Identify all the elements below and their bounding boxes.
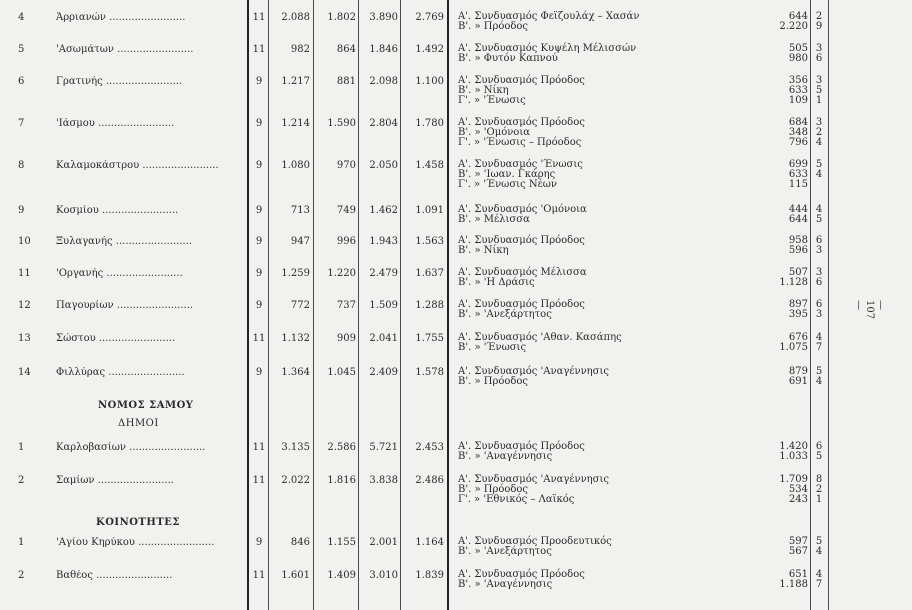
seats-count: 11	[252, 333, 266, 344]
seats-count: 9	[255, 537, 263, 548]
municipality-name: Σώστου ........................	[56, 333, 176, 344]
vote-count: 958	[788, 235, 808, 246]
column-rule	[313, 0, 314, 610]
party-name: Α'. Συνδυασμός 'Αναγέννησις	[458, 474, 609, 485]
party-list	[458, 118, 778, 148]
seats-won-count: 3	[815, 245, 823, 256]
voted-total: 1.288	[415, 300, 444, 311]
party-name: Β'. » Μέλισσα	[458, 214, 530, 225]
seats-won-count: 5	[815, 214, 823, 225]
registered-men: 1.214	[281, 118, 310, 129]
registered-men: 1.217	[281, 76, 310, 87]
seats-won-count: 6	[815, 53, 823, 64]
seats-won	[812, 570, 826, 590]
seats-won-count: 4	[815, 332, 823, 343]
registered-men: 3.135	[281, 442, 310, 453]
seats-won-count: 4	[815, 204, 823, 215]
party-list	[458, 44, 778, 64]
row-number: 4	[18, 12, 25, 23]
voted-total: 1.091	[415, 205, 444, 216]
seats-won-count: 1	[815, 95, 823, 106]
party-name: Β'. » 'Αναγέννησις	[458, 451, 553, 462]
party-votes	[760, 44, 808, 64]
vote-count: 644	[788, 214, 808, 225]
registered-women: 1.045	[327, 367, 356, 378]
row-number: 12	[18, 300, 31, 311]
seats-won-count	[812, 180, 826, 190]
seats-won-count: 4	[815, 137, 823, 148]
seats-won-count: 3	[815, 117, 823, 128]
row-number: 11	[18, 268, 31, 279]
vote-count: 699	[788, 159, 808, 170]
voted-total: 1.100	[415, 76, 444, 87]
party-name: Β'. » Νίκη	[458, 245, 509, 256]
registered-total: 3.890	[369, 12, 398, 23]
seats-won-count: 6	[815, 299, 823, 310]
seats-won-count: 3	[815, 43, 823, 54]
vote-count: 1.420	[779, 441, 808, 452]
registered-women: 1.802	[327, 12, 356, 23]
party-name: Α'. Συνδυασμός Πρόοδος	[458, 299, 585, 310]
municipality-name: Κοσμίου ........................	[56, 205, 179, 216]
voted-total: 1.578	[415, 367, 444, 378]
vote-count: 348	[788, 127, 808, 138]
party-list	[458, 12, 778, 32]
seats-won	[812, 537, 826, 557]
voted-total: 1.492	[415, 44, 444, 55]
seats-count: 9	[255, 367, 263, 378]
column-rule	[268, 0, 269, 610]
registered-women: 881	[336, 76, 356, 87]
seats-won-count: 4	[815, 546, 823, 557]
party-name: Α'. Συνδυασμός Πρόοδος	[458, 441, 585, 452]
registered-men: 1.601	[281, 570, 310, 581]
party-list	[458, 475, 778, 505]
municipality-name: Γρατινής ........................	[56, 76, 183, 87]
seats-won-count: 5	[815, 159, 823, 170]
vote-count: 109	[788, 95, 808, 106]
party-votes	[760, 76, 808, 106]
voted-total: 1.637	[415, 268, 444, 279]
vote-count: 115	[788, 179, 808, 190]
party-name: Β'. » 'Ένωσις	[458, 342, 527, 353]
municipality-name: Άρριανών ........................	[56, 12, 186, 23]
subsection-demoi: ΔΗΜΟΙ	[118, 418, 159, 429]
vote-count: 597	[788, 536, 808, 547]
seats-won-count: 4	[815, 169, 823, 180]
municipality-name: 'Οργανής ........................	[56, 268, 183, 279]
party-votes	[760, 12, 808, 32]
seats-won	[812, 76, 826, 106]
seats-won-count: 2	[815, 127, 823, 138]
vote-count: 356	[788, 75, 808, 86]
party-votes	[760, 118, 808, 148]
voted-total: 1.839	[415, 570, 444, 581]
registered-total: 2.479	[369, 268, 398, 279]
party-name: Γ'. » 'Ένωσις – Πρόοδος	[458, 137, 582, 148]
registered-total: 5.721	[369, 442, 398, 453]
column-rule	[828, 0, 829, 610]
party-name: Β'. » Νίκη	[458, 85, 509, 96]
municipality-name: Βαθέος ........................	[56, 570, 173, 581]
registered-total: 3.838	[369, 475, 398, 486]
registered-men: 1.364	[281, 367, 310, 378]
row-number: 7	[18, 118, 25, 129]
row-number: 9	[18, 205, 25, 216]
voted-total: 1.780	[415, 118, 444, 129]
party-name: Β'. » 'Ανεξάρτητος	[458, 309, 552, 320]
seats-won	[812, 160, 826, 190]
registered-men: 846	[290, 537, 310, 548]
seats-won-count: 3	[815, 75, 823, 86]
seats-won-count: 3	[815, 267, 823, 278]
municipality-name: 'Αγίου Κηρύκου ........................	[56, 537, 215, 548]
column-rule	[447, 0, 449, 610]
seats-won	[812, 442, 826, 462]
registered-men: 772	[290, 300, 310, 311]
row-number: 2	[18, 570, 25, 581]
seats-count: 9	[255, 205, 263, 216]
registered-total: 2.804	[369, 118, 398, 129]
registered-men: 982	[290, 44, 310, 55]
municipality-name: Καρλοβασίων ........................	[56, 442, 206, 453]
seats-count: 11	[252, 570, 266, 581]
seats-won-count: 4	[815, 569, 823, 580]
municipality-name: 'Ιάσμου ........................	[56, 118, 175, 129]
seats-won-count: 6	[815, 441, 823, 452]
seats-count: 9	[255, 236, 263, 247]
seats-won-count: 2	[815, 11, 823, 22]
municipality-name: Καλαμοκάστρου ........................	[56, 160, 219, 171]
seats-won-count: 6	[815, 235, 823, 246]
seats-won	[812, 205, 826, 225]
registered-total: 1.462	[369, 205, 398, 216]
seats-won-count: 5	[815, 536, 823, 547]
party-name: Β'. » 'Ανεξάρτητος	[458, 546, 552, 557]
party-votes	[760, 442, 808, 462]
row-number: 5	[18, 44, 25, 55]
municipality-name: Ξυλαγανής ........................	[56, 236, 193, 247]
seats-count: 9	[255, 118, 263, 129]
vote-count: 684	[788, 117, 808, 128]
party-name: Β'. » Πρόοδος	[458, 21, 529, 32]
vote-count: 444	[788, 204, 808, 215]
vote-count: 1.188	[779, 579, 808, 590]
party-votes	[760, 160, 808, 190]
party-name: Β'. » Πρόοδος	[458, 484, 529, 495]
vote-count: 534	[788, 484, 808, 495]
party-name: Β'. » 'Ομόνοια	[458, 127, 530, 138]
seats-count: 11	[252, 442, 266, 453]
registered-women: 1.816	[327, 475, 356, 486]
seats-count: 9	[255, 160, 263, 171]
row-number: 13	[18, 333, 31, 344]
voted-total: 1.755	[415, 333, 444, 344]
municipality-name: 'Ασωμάτων ........................	[56, 44, 194, 55]
seats-won-count: 5	[815, 366, 823, 377]
municipality-name: Φιλλύρας ........................	[56, 367, 185, 378]
vote-count: 644	[788, 11, 808, 22]
registered-women: 970	[336, 160, 356, 171]
seats-won-count: 6	[815, 277, 823, 288]
party-list	[458, 205, 778, 225]
vote-count: 243	[788, 494, 808, 505]
registered-total: 1.943	[369, 236, 398, 247]
registered-women: 1.409	[327, 570, 356, 581]
party-name: Γ'. » 'Εθνικός – Λαϊκός	[458, 494, 575, 505]
party-name: Β'. » 'Ιωαν. Γκάρης	[458, 169, 556, 180]
seats-count: 9	[255, 300, 263, 311]
seats-won-count: 4	[815, 376, 823, 387]
registered-men: 2.022	[281, 475, 310, 486]
party-list	[458, 367, 778, 387]
party-name: Β'. » Πρόοδος	[458, 376, 529, 387]
column-rule	[400, 0, 401, 610]
seats-won	[812, 367, 826, 387]
voted-total: 1.563	[415, 236, 444, 247]
registered-men: 947	[290, 236, 310, 247]
party-list	[458, 76, 778, 106]
party-name: Α'. Συνδυασμός 'Ένωσις	[458, 159, 583, 170]
seats-won	[812, 12, 826, 32]
party-list	[458, 537, 778, 557]
party-votes	[760, 570, 808, 590]
party-name: Α'. Συνδυασμός Φεϊζουλάχ – Χασάν	[458, 11, 640, 22]
row-number: 1	[18, 537, 25, 548]
vote-count: 633	[788, 169, 808, 180]
row-number: 14	[18, 367, 31, 378]
seats-won-count: 1	[815, 494, 823, 505]
voted-total: 2.769	[415, 12, 444, 23]
vote-count: 596	[788, 245, 808, 256]
column-rule	[358, 0, 359, 610]
seats-count: 11	[252, 475, 266, 486]
seats-count: 9	[255, 76, 263, 87]
party-list	[458, 268, 778, 288]
party-name: Α'. Συνδυασμός Πρόοδος	[458, 117, 585, 128]
party-name: Γ'. » 'Ένωσις	[458, 95, 526, 106]
seats-won-count: 5	[815, 85, 823, 96]
vote-count: 676	[788, 332, 808, 343]
seats-count: 9	[255, 268, 263, 279]
row-number: 6	[18, 76, 25, 87]
party-list	[458, 160, 778, 190]
registered-women: 737	[336, 300, 356, 311]
party-name: Α'. Συνδυασμός Πρόοδος	[458, 75, 585, 86]
party-votes	[760, 475, 808, 505]
seats-won	[812, 300, 826, 320]
seats-won-count: 7	[815, 579, 823, 590]
party-votes	[760, 333, 808, 353]
vote-count: 796	[788, 137, 808, 148]
registered-total: 2.098	[369, 76, 398, 87]
party-list	[458, 236, 778, 256]
party-name: Β'. » 'Αναγέννησις	[458, 579, 553, 590]
seats-won-count: 7	[815, 342, 823, 353]
party-name: Α'. Συνδυασμός 'Ομόνοια	[458, 204, 587, 215]
registered-total: 2.041	[369, 333, 398, 344]
party-list	[458, 442, 778, 462]
seats-count: 11	[252, 12, 266, 23]
vote-count: 507	[788, 267, 808, 278]
registered-women: 1.590	[327, 118, 356, 129]
registered-men: 2.088	[281, 12, 310, 23]
seats-count: 11	[252, 44, 266, 55]
vote-count: 1.075	[779, 342, 808, 353]
vote-count: 395	[788, 309, 808, 320]
seats-won-count: 8	[815, 474, 823, 485]
voted-total: 2.453	[415, 442, 444, 453]
registered-total: 2.050	[369, 160, 398, 171]
party-name: Β'. » 'Η Δράσις	[458, 277, 535, 288]
vote-count: 651	[788, 569, 808, 580]
registered-men: 1.132	[281, 333, 310, 344]
party-name: Α'. Συνδυασμός Κυψέλη Μέλισσών	[458, 43, 637, 54]
party-name: Α'. Συνδυασμός 'Αθαν. Κασάπης	[458, 332, 622, 343]
row-number: 1	[18, 442, 25, 453]
seats-won	[812, 333, 826, 353]
column-rule	[247, 0, 249, 610]
registered-total: 2.409	[369, 367, 398, 378]
registered-women: 909	[336, 333, 356, 344]
party-votes	[760, 537, 808, 557]
vote-count: 879	[788, 366, 808, 377]
party-name: Α'. Συνδυασμός Πρόοδος	[458, 569, 585, 580]
registered-men: 1.259	[281, 268, 310, 279]
column-rule	[810, 0, 811, 610]
seats-won-count: 3	[815, 309, 823, 320]
vote-count: 2.220	[779, 21, 808, 32]
seats-won-count: 2	[815, 484, 823, 495]
vote-count: 633	[788, 85, 808, 96]
seats-won-count: 9	[815, 21, 823, 32]
page-number: — 107 —	[853, 300, 886, 320]
party-votes	[760, 367, 808, 387]
vote-count: 691	[788, 376, 808, 387]
vote-count: 567	[788, 546, 808, 557]
voted-total: 1.164	[415, 537, 444, 548]
registered-women: 996	[336, 236, 356, 247]
seats-won	[812, 44, 826, 64]
registered-total: 1.846	[369, 44, 398, 55]
party-list	[458, 570, 778, 590]
seats-won	[812, 118, 826, 148]
vote-count: 1.128	[779, 277, 808, 288]
registered-men: 1.080	[281, 160, 310, 171]
registered-total: 3.010	[369, 570, 398, 581]
party-votes	[760, 205, 808, 225]
vote-count: 897	[788, 299, 808, 310]
registered-men: 713	[290, 205, 310, 216]
party-name: Γ'. » 'Ένωσις Νέων	[458, 179, 558, 190]
party-list	[458, 333, 778, 353]
registered-women: 864	[336, 44, 356, 55]
party-name: Α'. Συνδυασμός 'Αναγέννησις	[458, 366, 609, 377]
municipality-name: Παγουρίων ........................	[56, 300, 194, 311]
vote-count: 1.033	[779, 451, 808, 462]
registered-women: 2.586	[327, 442, 356, 453]
registered-women: 1.155	[327, 537, 356, 548]
voted-total: 2.486	[415, 475, 444, 486]
vote-count: 505	[788, 43, 808, 54]
voted-total: 1.458	[415, 160, 444, 171]
party-votes	[760, 268, 808, 288]
seats-won	[812, 236, 826, 256]
row-number: 10	[18, 236, 31, 247]
municipality-name: Σαμίων ........................	[56, 475, 174, 486]
row-number: 8	[18, 160, 25, 171]
registered-women: 749	[336, 205, 356, 216]
registered-women: 1.220	[327, 268, 356, 279]
party-list	[458, 300, 778, 320]
registered-total: 1.509	[369, 300, 398, 311]
seats-won	[812, 268, 826, 288]
party-votes	[760, 236, 808, 256]
party-name: Α'. Συνδυασμός Προοδευτικός	[458, 536, 612, 547]
row-number: 2	[18, 475, 25, 486]
registered-total: 2.001	[369, 537, 398, 548]
vote-count: 980	[788, 53, 808, 64]
party-name: Β'. » Φυτόν Καπνού	[458, 53, 558, 64]
party-name: Α'. Συνδυασμός Πρόοδος	[458, 235, 585, 246]
vote-count: 1.709	[779, 474, 808, 485]
party-votes	[760, 300, 808, 320]
seats-won	[812, 475, 826, 505]
subsection-koinotites: ΚΟΙΝΟΤΗΤΕΣ	[96, 517, 180, 528]
party-name: Α'. Συνδυασμός Μέλισσα	[458, 267, 587, 278]
section-title: ΝΟΜΟΣ ΣΑΜΟΥ	[98, 400, 194, 411]
seats-won-count: 5	[815, 451, 823, 462]
